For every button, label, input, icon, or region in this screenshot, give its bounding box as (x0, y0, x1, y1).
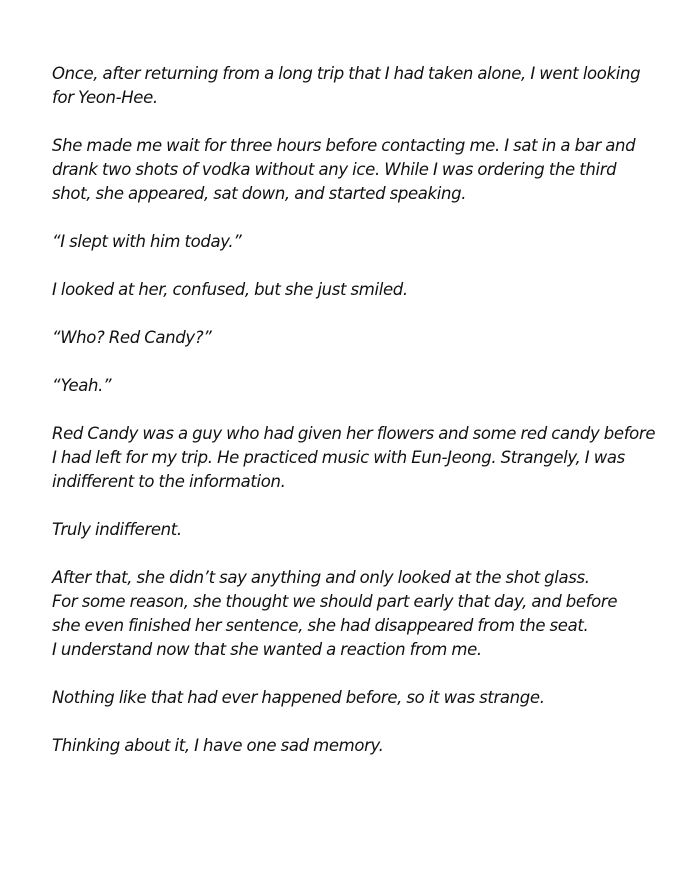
text-line: I looked at her, confused, but she just smiled. (52, 280, 408, 299)
paragraph-1 (52, 62, 660, 110)
text-line: “I slept with him today.” (52, 232, 242, 251)
paragraph-10 (52, 686, 660, 710)
text-line: for Yeon-Hee. (52, 88, 158, 107)
text-line: Thinking about it, I have one sad memory. (52, 736, 384, 755)
text-line: drank two shots of vodka without any ice. While I was ordering the third (52, 160, 617, 179)
paragraph-6 (52, 374, 660, 398)
paragraph-5 (52, 326, 660, 350)
text-line: After that, she didn’t say anything and only looked at the shot glass. (52, 568, 590, 587)
text-line: she even finished her sentence, she had disappeared from the seat. (52, 616, 589, 635)
paragraph-7 (52, 422, 660, 494)
text-line: I had left for my trip. He practiced music with Eun-Jeong. Strangely, I was (52, 448, 625, 467)
text-line: Once, after returning from a long trip that I had taken alone, I went looking (52, 64, 641, 83)
paragraph-8 (52, 518, 660, 542)
text-line: For some reason, she thought we should part early that day, and before (52, 592, 618, 611)
text-line: I understand now that she wanted a reaction from me. (52, 640, 482, 659)
paragraph-3 (52, 230, 660, 254)
paragraph-11 (52, 734, 660, 758)
text-line: Red Candy was a guy who had given her flowers and some red candy before (52, 424, 656, 443)
text-line: Truly indifferent. (52, 520, 182, 539)
text-line: indifferent to the information. (52, 472, 286, 491)
text-line: She made me wait for three hours before contacting me. I sat in a bar and (52, 136, 636, 155)
text-line: shot, she appeared, sat down, and started speaking. (52, 184, 467, 203)
paragraph-4 (52, 278, 660, 302)
paragraph-2 (52, 134, 660, 206)
paragraph-9 (52, 566, 660, 662)
text-line: Nothing like that had ever happened before, so it was strange. (52, 688, 545, 707)
text-line: “Yeah.” (52, 376, 112, 395)
text-line: “Who? Red Candy?” (52, 328, 212, 347)
